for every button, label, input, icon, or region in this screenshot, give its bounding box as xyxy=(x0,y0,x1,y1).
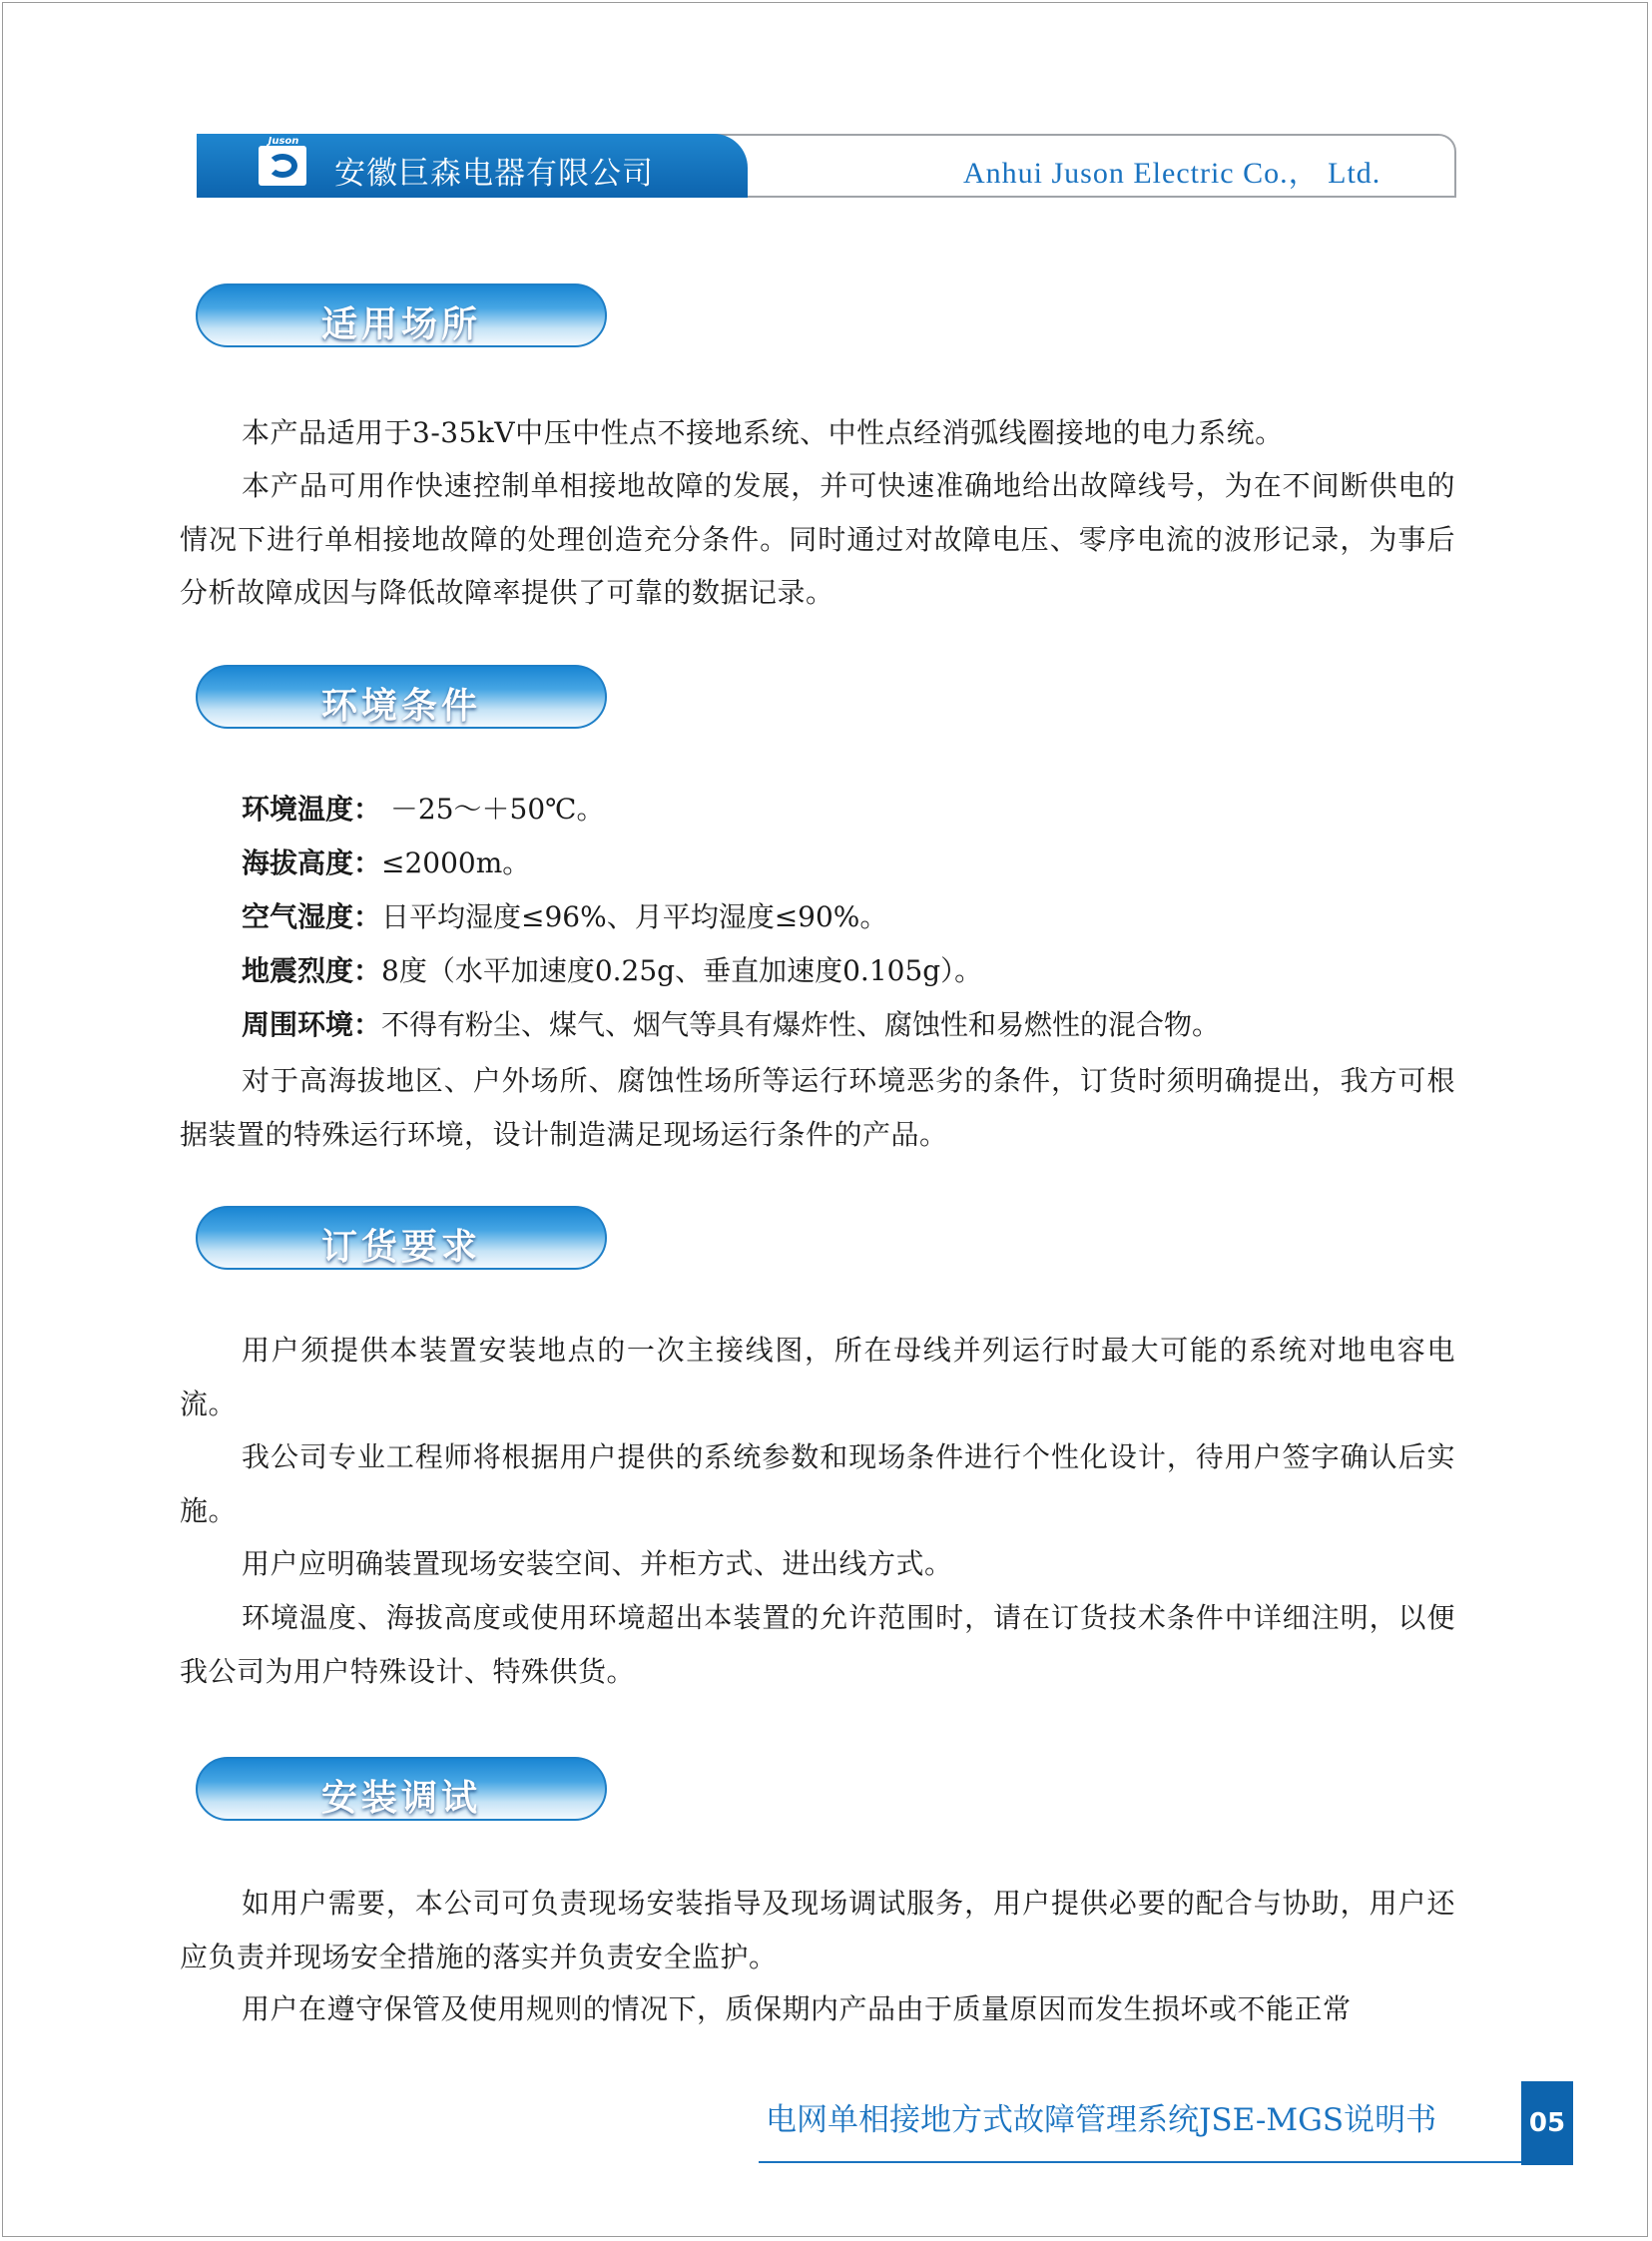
paragraph: 如用户需要，本公司可负责现场安装指导及现场调试服务，用户提供必要的配合与协助，用户还应负责并现场安全措施的落实并负责安全监护。 xyxy=(180,1887,1455,1973)
logo-arc-icon xyxy=(268,154,297,178)
env-item-value: 8度（水平加速度0.25g、垂直加速度0.105g）。 xyxy=(381,954,983,987)
paragraph: 本产品可用作快速控制单相接地故障的发展，并可快速准确地给出故障线号，为在不间断供电的情况下进行单相接地故障的处理创造充分条件。同时通过对故障电压、零序电流的波形记录，为事后分析故障成因与降低故障率提供了可靠的数据记录。 xyxy=(180,469,1455,609)
env-item-label: 周围环境： xyxy=(242,1008,382,1041)
section-heading-installation xyxy=(196,1757,607,1821)
env-item-value: 日平均湿度≤96%、月平均湿度≤90%。 xyxy=(381,900,888,933)
paragraph: 我公司专业工程师将根据用户提供的系统参数和现场条件进行个性化设计，待用户签字确认后实施。 xyxy=(180,1440,1455,1527)
page-number: 05 xyxy=(1521,2081,1573,2165)
section-heading-ordering xyxy=(196,1206,607,1270)
env-item xyxy=(242,998,1455,1052)
section-heading-environment xyxy=(196,665,607,729)
company-name-cn: 安徽巨森电器有限公司 xyxy=(334,156,654,192)
env-item xyxy=(242,837,1455,890)
env-item-label: 空气湿度： xyxy=(242,900,382,933)
env-item-label: 环境温度： xyxy=(242,793,382,826)
paragraph: 用户须提供本装置安装地点的一次主接线图，所在母线并列运行时最大可能的系统对地电容电流。 xyxy=(180,1334,1455,1420)
section-title: 安装调试 xyxy=(320,1778,481,1819)
page-header xyxy=(197,134,1456,198)
section-title: 订货要求 xyxy=(320,1227,481,1268)
env-item-label: 海拔高度： xyxy=(242,846,382,879)
env-item-value: 不得有粉尘、煤气、烟气等具有爆炸性、腐蚀性和易燃性的混合物。 xyxy=(381,1008,1221,1041)
footer-manual-title: 电网单相接地方式故障管理系统JSE-MGS说明书 xyxy=(766,2102,1437,2138)
section-title: 环境条件 xyxy=(320,686,481,727)
env-item xyxy=(242,890,1455,944)
paragraph: 用户在遵守保管及使用规则的情况下，质保期内产品由于质量原因而发生损坏或不能正常 xyxy=(242,1992,1352,2025)
env-item-value: ≤2000m。 xyxy=(381,846,531,879)
company-name-en: Anhui Juson Electric Co.， Ltd. xyxy=(963,157,1381,190)
section-heading-applicable xyxy=(196,283,607,347)
paragraph: 对于高海拔地区、户外场所、腐蚀性场所等运行环境恶劣的条件，订货时须明确提出，我方可根据装置的特殊运行环境，设计制造满足现场运行条件的产品。 xyxy=(180,1064,1455,1151)
env-item xyxy=(242,783,1455,837)
company-logo-icon xyxy=(259,146,306,186)
paragraph: 本产品适用于3-35kV中压中性点不接地系统、中性点经消弧线圈接地的电力系统。 xyxy=(242,416,1284,449)
env-item-value: －25～＋50℃。 xyxy=(381,793,605,826)
section-title: 适用场所 xyxy=(320,304,481,345)
env-item xyxy=(242,944,1455,998)
env-item-label: 地震烈度： xyxy=(242,954,382,987)
paragraph: 用户应明确装置现场安装空间、并柜方式、进出线方式。 xyxy=(242,1547,953,1580)
footer-divider xyxy=(759,2161,1557,2163)
logo-text: Juson xyxy=(268,136,299,147)
header-brand-band xyxy=(197,134,748,198)
paragraph: 环境温度、海拔高度或使用环境超出本装置的允许范围时，请在订货技术条件中详细注明，以便我公司为用户特殊设计、特殊供货。 xyxy=(180,1601,1455,1688)
